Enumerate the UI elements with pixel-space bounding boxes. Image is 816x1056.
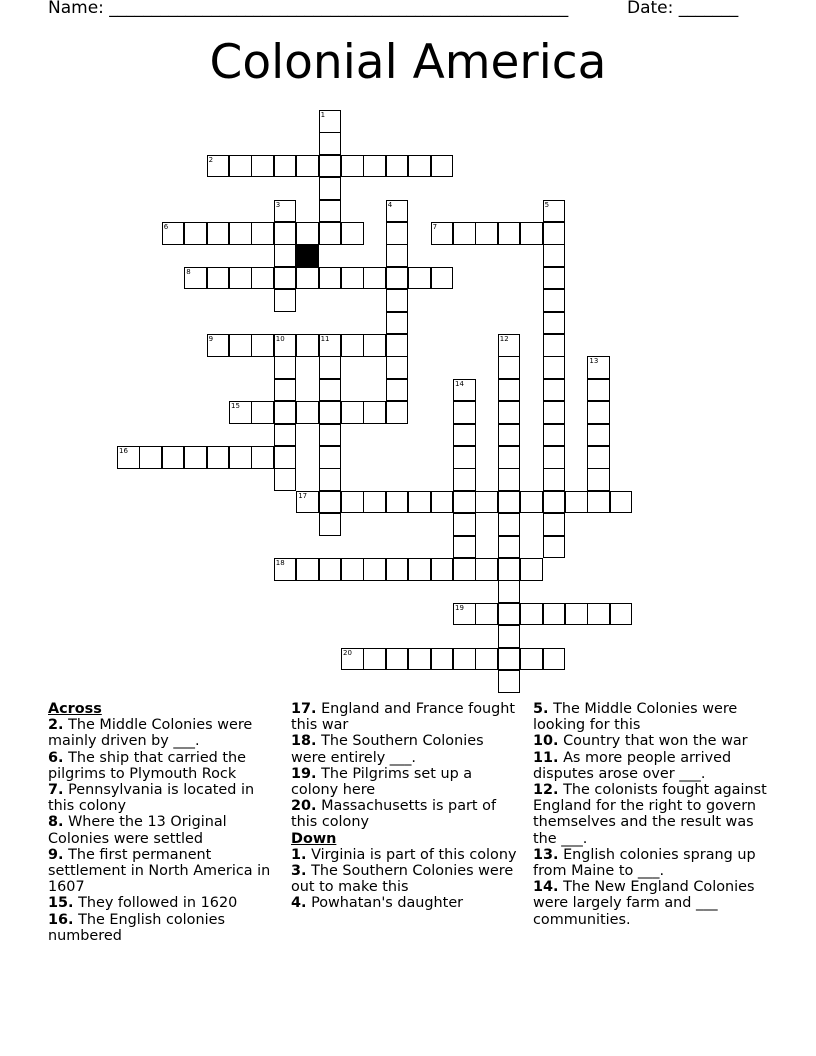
crossword-cell[interactable] [229, 222, 252, 245]
crossword-cell[interactable] [363, 648, 386, 671]
crossword-cell[interactable] [319, 110, 342, 133]
crossword-cell[interactable] [229, 446, 252, 469]
crossword-cell[interactable] [498, 513, 521, 536]
crossword-cell[interactable] [543, 356, 566, 379]
crossword-cell[interactable] [274, 244, 297, 267]
crossword-cell[interactable] [319, 424, 342, 447]
crossword-cell[interactable] [543, 289, 566, 312]
crossword-cell[interactable] [498, 356, 521, 379]
crossword-cell[interactable] [274, 356, 297, 379]
crossword-cell[interactable] [453, 491, 476, 514]
clue-number: 11 [320, 335, 330, 343]
clue-across-8: 8. Where the 13 Original Colonies were settled [48, 814, 227, 847]
crossword-cell[interactable] [184, 446, 207, 469]
crossword-cell[interactable] [520, 603, 543, 626]
clue-number: 13 [589, 357, 599, 366]
crossword-cell[interactable] [408, 558, 431, 581]
crossword-cell[interactable] [296, 401, 319, 424]
clues-column-2 [291, 701, 523, 912]
clue-across-18: 18. The Southern Colonies were entirely ___. [291, 733, 484, 766]
clue-across-19: 19. The Pilgrims set up a colony here [291, 765, 473, 799]
crossword-cell[interactable] [207, 334, 230, 357]
clue-down-12: 12. The colonists fought against England for the right to govern themselves and the result was the ___. [533, 782, 767, 847]
crossword-cell[interactable] [498, 670, 521, 693]
crossword-cell[interactable] [363, 334, 386, 357]
crossword-cell[interactable] [319, 446, 342, 469]
crossword-cell[interactable] [498, 468, 521, 491]
crossword-cell[interactable] [296, 558, 319, 581]
crossword-cell[interactable] [453, 468, 476, 491]
crossword-cell[interactable] [431, 491, 454, 514]
crossword-cell[interactable] [453, 648, 476, 671]
crossword-cell[interactable] [498, 648, 521, 671]
crossword-cell[interactable] [520, 558, 543, 581]
clue-across-9: 9. The first permanent settlement in North America in 1607 [48, 846, 271, 896]
crossword-cell[interactable] [498, 379, 521, 402]
clue-down-14: 14. The New England Colonies were largely farm and ___ communities. [533, 879, 755, 928]
crossword-cell[interactable] [274, 379, 297, 402]
crossword-cell[interactable] [386, 379, 409, 402]
clue-number: 3 [275, 200, 281, 209]
crossword-cell[interactable] [251, 334, 274, 357]
crossword-cell[interactable] [162, 222, 185, 245]
crossword-cell[interactable] [408, 648, 431, 671]
crossword-cell[interactable] [319, 558, 342, 581]
date-field-label[interactable]: Date: _______ [627, 0, 739, 18]
crossword-cell[interactable] [431, 155, 454, 178]
clue-down-11: 11. As more people arrived disputes arose over ___. [533, 749, 732, 782]
crossword-cell[interactable] [543, 648, 566, 671]
crossword-cell[interactable] [274, 200, 297, 223]
crossword-cell[interactable] [543, 424, 566, 447]
crossword-cell[interactable] [386, 244, 409, 267]
crossword-cell[interactable] [475, 558, 498, 581]
crossword-cell[interactable] [207, 446, 230, 469]
clue-across-2: 2. The Middle Colonies were mainly driven by ___. [48, 717, 253, 750]
crossword-cell[interactable] [543, 468, 566, 491]
clues-column-3 [533, 701, 773, 928]
clue-down-13: 13. English colonies sprang up from Maine to ___. [533, 846, 756, 880]
clue-number: 19 [455, 603, 464, 612]
crossword-cell[interactable] [498, 491, 521, 514]
crossword-cell[interactable] [274, 334, 297, 357]
crossword-cell[interactable] [207, 222, 230, 245]
clue-number: 20 [343, 648, 352, 657]
crossword-cell[interactable] [386, 648, 409, 671]
crossword-cell[interactable] [319, 155, 342, 178]
crossword-cell[interactable] [543, 513, 566, 536]
crossword-cell[interactable] [341, 648, 364, 671]
crossword-cell[interactable] [386, 356, 409, 379]
crossword-cell[interactable] [543, 379, 566, 402]
crossword-cell[interactable] [319, 200, 342, 223]
clue-down-4: 4. Powhatan's daughter [291, 895, 464, 912]
crossword-cell[interactable] [341, 401, 364, 424]
clue-across-17: 17. England and France fought this war [291, 701, 516, 734]
crossword-cell[interactable] [274, 446, 297, 469]
crossword-cell[interactable] [274, 558, 297, 581]
crossword-cell[interactable] [341, 222, 364, 245]
crossword-cell[interactable] [207, 155, 230, 178]
crossword-cell[interactable] [296, 267, 319, 290]
crossword-cell[interactable] [184, 267, 207, 290]
crossword-cell[interactable] [498, 558, 521, 581]
crossword-cell[interactable] [543, 200, 566, 223]
crossword-cell[interactable] [274, 289, 297, 312]
crossword-cell[interactable] [251, 401, 274, 424]
crossword-cell[interactable] [543, 536, 566, 559]
crossword-cell[interactable] [363, 401, 386, 424]
crossword-cell[interactable] [520, 648, 543, 671]
crossword-cell[interactable] [453, 513, 476, 536]
crossword-cell[interactable] [117, 446, 140, 469]
crossword-cell[interactable] [498, 536, 521, 559]
crossword-cell[interactable] [543, 603, 566, 626]
clue-across-16: 16. The English colonies numbered [48, 911, 225, 944]
crossword-cell[interactable] [386, 401, 409, 424]
crossword-cell[interactable] [565, 491, 588, 514]
clues-column-1 [48, 701, 280, 944]
crossword-cell[interactable] [341, 558, 364, 581]
crossword-cell[interactable] [229, 334, 252, 357]
crossword-cell[interactable] [341, 491, 364, 514]
crossword-cell[interactable] [386, 200, 409, 223]
crossword-cell[interactable] [319, 379, 342, 402]
blocked-cell [296, 244, 319, 267]
crossword-cell[interactable] [498, 222, 521, 245]
crossword-cell[interactable] [207, 267, 230, 290]
crossword-cell[interactable] [319, 491, 342, 514]
crossword-cell[interactable] [587, 491, 610, 514]
clue-number: 5 [544, 200, 550, 209]
crossword-cell[interactable] [274, 155, 297, 178]
clue-down-1: 1. Virginia is part of this colony [291, 846, 517, 863]
crossword-cell[interactable] [341, 267, 364, 290]
crossword-cell[interactable] [453, 222, 476, 245]
crossword-cell[interactable] [184, 222, 207, 245]
crossword-cell[interactable] [587, 446, 610, 469]
crossword-cell[interactable] [296, 155, 319, 178]
crossword-cell[interactable] [319, 222, 342, 245]
clue-down-10: 10. Country that won the war [533, 733, 748, 750]
clue-number: 7 [432, 223, 438, 231]
crossword-cell[interactable] [341, 334, 364, 357]
clue-number: 2 [208, 155, 214, 164]
crossword-cell[interactable] [251, 267, 274, 290]
crossword-cell[interactable] [386, 334, 409, 357]
crossword-cell[interactable] [386, 222, 409, 245]
crossword-cell[interactable] [431, 267, 454, 290]
clue-number: 1 [320, 111, 326, 119]
crossword-cell[interactable] [565, 603, 588, 626]
crossword-cell[interactable] [363, 155, 386, 178]
clue-number: 14 [455, 379, 464, 388]
crossword-cell[interactable] [498, 603, 521, 626]
crossword-cell[interactable] [363, 558, 386, 581]
crossword-cell[interactable] [386, 312, 409, 335]
crossword-cell[interactable] [498, 580, 521, 603]
crossword-cell[interactable] [319, 468, 342, 491]
name-field-label[interactable]: Name: ______________________________________________________ [48, 0, 569, 18]
crossword-cell[interactable] [475, 491, 498, 514]
clue-number: 15 [231, 402, 240, 411]
crossword-cell[interactable] [610, 603, 633, 626]
crossword-cell[interactable] [319, 177, 342, 200]
clue-number: 12 [499, 335, 509, 343]
crossword-cell[interactable] [229, 155, 252, 178]
crossword-cell[interactable] [319, 334, 342, 357]
crossword-cell[interactable] [229, 267, 252, 290]
clue-down-3: 3. The Southern Colonies were out to make this [291, 863, 514, 896]
crossword-cell[interactable] [520, 491, 543, 514]
crossword-cell[interactable] [274, 222, 297, 245]
across-heading: Across [48, 701, 102, 717]
crossword-cell[interactable] [274, 267, 297, 290]
crossword-cell[interactable] [319, 401, 342, 424]
crossword-cell[interactable] [475, 603, 498, 626]
crossword-cell[interactable] [363, 491, 386, 514]
crossword-cell[interactable] [498, 446, 521, 469]
clue-number: 8 [186, 267, 191, 276]
crossword-cell[interactable] [319, 132, 342, 155]
crossword-cell[interactable] [587, 356, 610, 379]
crossword-cell[interactable] [543, 491, 566, 514]
crossword-cell[interactable] [453, 558, 476, 581]
crossword-cell[interactable] [520, 222, 543, 245]
crossword-cell[interactable] [408, 155, 431, 178]
crossword-cell[interactable] [475, 648, 498, 671]
crossword-cell[interactable] [587, 468, 610, 491]
clue-number: 4 [387, 200, 393, 209]
crossword-cell[interactable] [251, 155, 274, 178]
crossword-cell[interactable] [453, 603, 476, 626]
crossword-cell[interactable] [498, 401, 521, 424]
crossword-cell[interactable] [341, 155, 364, 178]
crossword-cell[interactable] [274, 401, 297, 424]
crossword-cell[interactable] [453, 446, 476, 469]
crossword-cell[interactable] [543, 446, 566, 469]
crossword-cell[interactable] [251, 446, 274, 469]
crossword-cell[interactable] [587, 424, 610, 447]
crossword-cell[interactable] [431, 648, 454, 671]
crossword-cell[interactable] [610, 491, 633, 514]
crossword-cell[interactable] [543, 312, 566, 335]
crossword-cell[interactable] [363, 267, 386, 290]
crossword-cell[interactable] [296, 491, 319, 514]
clue-down-5: 5. The Middle Colonies were looking for this [533, 701, 738, 734]
clue-number: 16 [119, 447, 128, 455]
crossword-cell[interactable] [453, 424, 476, 447]
crossword-cell[interactable] [408, 267, 431, 290]
crossword-cell[interactable] [319, 267, 342, 290]
crossword-cell[interactable] [139, 446, 162, 469]
crossword-cell[interactable] [543, 244, 566, 267]
crossword-cell[interactable] [431, 222, 454, 245]
crossword-cell[interactable] [386, 491, 409, 514]
clue-number: 10 [275, 335, 285, 343]
crossword-cell[interactable] [498, 334, 521, 357]
clue-number: 6 [163, 223, 169, 231]
crossword-cell[interactable] [475, 222, 498, 245]
crossword-cell[interactable] [543, 222, 566, 245]
crossword-cell[interactable] [319, 356, 342, 379]
crossword-cell[interactable] [543, 267, 566, 290]
crossword-cell[interactable] [498, 424, 521, 447]
crossword-cell[interactable] [274, 424, 297, 447]
page-title: Colonial America [209, 35, 607, 90]
crossword-cell[interactable] [229, 401, 252, 424]
crossword-cell[interactable] [453, 401, 476, 424]
crossword-cell[interactable] [431, 558, 454, 581]
crossword-cell[interactable] [251, 222, 274, 245]
crossword-cell[interactable] [587, 379, 610, 402]
crossword-cell[interactable] [296, 334, 319, 357]
crossword-cell[interactable] [498, 625, 521, 648]
crossword-cell[interactable] [386, 289, 409, 312]
crossword-cell[interactable] [274, 468, 297, 491]
down-heading: Down [291, 830, 337, 847]
clue-number: 18 [275, 559, 285, 567]
crossword-cell[interactable] [453, 379, 476, 402]
crossword-cell[interactable] [408, 491, 431, 514]
crossword-cell[interactable] [386, 558, 409, 581]
crossword-cell[interactable] [319, 513, 342, 536]
crossword-cell[interactable] [543, 334, 566, 357]
clue-across-7: 7. Pennsylvania is located in this colony [48, 782, 255, 815]
crossword-cell[interactable] [587, 603, 610, 626]
crossword-cell[interactable] [587, 401, 610, 424]
crossword-cell[interactable] [386, 267, 409, 290]
crossword-cell[interactable] [453, 536, 476, 559]
clue-across-6: 6. The ship that carried the pilgrims to Plymouth Rock [48, 749, 247, 782]
crossword-cell[interactable] [543, 401, 566, 424]
crossword-cell[interactable] [162, 446, 185, 469]
clue-across-15: 15. They followed in 1620 [48, 895, 238, 912]
clue-number: 9 [208, 335, 214, 343]
crossword-cell[interactable] [386, 155, 409, 178]
crossword-cell[interactable] [296, 222, 319, 245]
clue-across-20: 20. Massachusetts is part of this colony [291, 798, 497, 831]
clue-number: 17 [298, 491, 308, 500]
